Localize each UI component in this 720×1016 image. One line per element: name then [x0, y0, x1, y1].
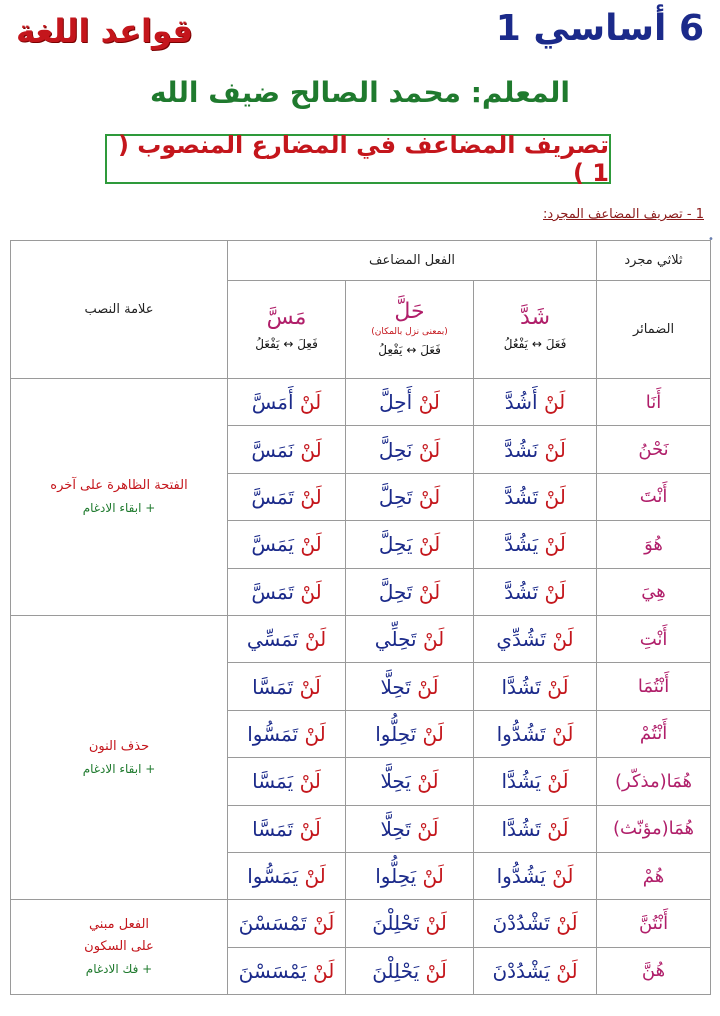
particle-lan: لَنْ — [313, 911, 335, 936]
particle-lan: لَنْ — [299, 674, 321, 699]
header-pronouns: الضمائر — [597, 281, 711, 379]
teacher-name: المعلم: محمد الصالح ضيف الله — [150, 76, 570, 109]
verb-form-cell — [228, 758, 346, 805]
particle-lan: لَنْ — [304, 627, 327, 652]
particle-lan: لَنْ — [418, 437, 441, 462]
mark-text: الفعل مبني على السكون — [84, 917, 154, 955]
pronoun-cell: هُوَ — [597, 521, 711, 568]
verb-form-cell — [228, 473, 346, 520]
verb-form: تَشُدِّي — [496, 627, 546, 652]
verb-head: شَدَّ — [520, 304, 551, 330]
verb-form: تَشُدَّ — [504, 484, 539, 509]
verb-form-cell — [346, 805, 474, 852]
verb-form: نَمَسَّ — [251, 437, 294, 462]
particle-lan: لَنْ — [552, 864, 574, 889]
verb-form-cell — [228, 710, 346, 757]
verb-form: تَحِلُّوا — [375, 721, 417, 746]
pronoun-cell: أَنْتِ — [597, 615, 711, 662]
verb-form: تَمَسَّ — [251, 579, 294, 604]
particle-lan: لَنْ — [313, 958, 335, 983]
verb-form: يَحِلُّوا — [375, 864, 417, 889]
verb-form-cell — [474, 852, 597, 899]
grade-title: 6 أساسي 1 — [495, 8, 704, 49]
verb-form-cell — [228, 521, 346, 568]
verb-form-cell — [228, 805, 346, 852]
verb-form: تَشُدَّا — [501, 816, 541, 841]
verb-form-cell — [346, 663, 474, 710]
particle-lan: لَنْ — [418, 579, 441, 604]
header-thulathi: ثلاثي مجرد — [597, 241, 711, 281]
verb-form-cell — [346, 473, 474, 520]
particle-lan: لَنْ — [417, 816, 439, 841]
mark-text: الفتحة الظاهرة على آخره — [50, 477, 188, 493]
verb-form: تَمْسَسْنَ — [238, 911, 307, 936]
pronoun-cell: أَنْتُمْ — [597, 710, 711, 757]
verb-form: نَحِلَّ — [378, 437, 413, 462]
verb-form: يَشُدَّا — [501, 769, 541, 794]
table-row — [11, 900, 711, 947]
verb-form-cell — [228, 426, 346, 473]
verb-form: تَشْدُدْنَ — [492, 911, 550, 936]
verb-form-cell — [474, 710, 597, 757]
particle-lan: لَنْ — [418, 532, 441, 557]
verb-form-cell — [474, 615, 597, 662]
verb-form-cell — [346, 758, 474, 805]
table-row — [11, 379, 711, 426]
verb-form: تَمَسَّ — [251, 484, 294, 509]
particle-lan: لَنْ — [417, 674, 439, 699]
particle-lan: لَنْ — [552, 721, 574, 746]
verb-form: يَشُدَّ — [504, 532, 539, 557]
particle-lan: لَنْ — [299, 769, 321, 794]
verb-form: تَمَسَّا — [252, 816, 294, 841]
verb-form-cell — [474, 568, 597, 615]
verb-form: يَشُدُّوا — [496, 864, 546, 889]
mark-cell — [11, 900, 228, 995]
verb-form: أَشُدَّ — [504, 390, 538, 415]
verb-form-cell — [228, 615, 346, 662]
particle-lan: لَنْ — [556, 911, 578, 936]
verb-form-cell — [346, 568, 474, 615]
table-row — [11, 615, 711, 662]
verb-head-cell — [346, 281, 474, 379]
particle-lan: لَنْ — [425, 911, 447, 936]
verb-form-cell — [346, 900, 474, 947]
particle-lan: لَنْ — [556, 958, 578, 983]
particle-lan: لَنْ — [417, 769, 439, 794]
pronoun-cell: هُمَا(مؤنّث) — [597, 805, 711, 852]
verb-form: يَحِلَّ — [378, 532, 413, 557]
verb-form: تَشُدَّ — [504, 579, 539, 604]
pronoun-cell: أَنْتَ — [597, 473, 711, 520]
verb-form: يَمَسَّا — [252, 769, 294, 794]
verb-head-cell — [228, 281, 346, 379]
mark-cell — [11, 615, 228, 899]
verb-form-cell — [474, 900, 597, 947]
header-verb-group: الفعل المضاعف — [228, 241, 597, 281]
particle-lan: لَنْ — [304, 721, 326, 746]
verb-form-cell — [474, 758, 597, 805]
particle-lan: لَنْ — [425, 958, 447, 983]
verb-form: تَحِلَّ — [378, 484, 413, 509]
verb-form-cell — [346, 379, 474, 426]
verb-form: يَحْلِلْنَ — [372, 958, 420, 983]
verb-form: أَمَسَّ — [251, 390, 294, 415]
verb-form: يَمْسَسْنَ — [238, 958, 307, 983]
verb-form: نَشُدَّ — [504, 437, 539, 462]
particle-lan: لَنْ — [304, 864, 326, 889]
verb-form: يَشْدُدْنَ — [492, 958, 550, 983]
particle-lan: لَنْ — [547, 769, 569, 794]
verb-form: تَمَسُّوا — [247, 721, 299, 746]
particle-lan: لَنْ — [299, 390, 322, 415]
verb-pattern: فَعَلَ ↔ يَفْعِلُ — [378, 342, 441, 357]
table-header-row — [11, 241, 711, 281]
verb-form-cell — [474, 379, 597, 426]
verb-form-cell — [346, 426, 474, 473]
verb-form: تَحِلِّي — [374, 627, 417, 652]
verb-form: يَمَسَّ — [251, 532, 294, 557]
verb-form-cell — [346, 710, 474, 757]
particle-lan: لَنْ — [300, 532, 322, 557]
particle-lan: لَنْ — [544, 484, 566, 509]
pronoun-cell: هُمَا(مذكّر) — [597, 758, 711, 805]
section-label: 1 - تصريف المضاعف المجرد: — [543, 207, 704, 222]
particle-lan: لَنْ — [300, 579, 322, 604]
verb-form-cell — [228, 379, 346, 426]
subject-title: قواعد اللغة — [16, 12, 193, 50]
mark-text: حذف النون — [88, 738, 150, 754]
particle-lan: لَنْ — [544, 532, 566, 557]
verb-form-cell — [474, 521, 597, 568]
mark-note: + ابقاء الادغام — [82, 761, 156, 776]
verb-form-cell — [474, 805, 597, 852]
verb-form: يَحِلَّا — [380, 769, 411, 794]
pronoun-cell: هُمْ — [597, 852, 711, 899]
verb-form-cell — [346, 852, 474, 899]
mark-note: + فك الادغام — [85, 962, 153, 977]
particle-lan: لَنْ — [543, 390, 566, 415]
verb-form: تَشُدَّا — [501, 674, 541, 699]
verb-form: يَمَسُّوا — [247, 864, 299, 889]
particle-lan: لَنْ — [547, 674, 569, 699]
particle-lan: لَنْ — [547, 816, 569, 841]
corner-mark: • — [708, 234, 714, 245]
particle-lan: لَنْ — [300, 437, 322, 462]
verb-pattern: فَعَلَ ↔ يَفْعُلُ — [503, 336, 567, 351]
verb-form: تَحِلَّ — [378, 579, 413, 604]
verb-form-cell — [474, 473, 597, 520]
verb-form: تَحْلِلْنَ — [372, 911, 420, 936]
verb-head-cell — [474, 281, 597, 379]
pronoun-cell: أَنَا — [597, 379, 711, 426]
verb-pattern: فَعِلَ ↔ يَفْعَلُ — [255, 336, 318, 351]
verb-form: تَحِلَّا — [380, 816, 411, 841]
verb-form-cell — [346, 521, 474, 568]
lesson-title — [105, 131, 611, 187]
mark-cell — [11, 379, 228, 616]
verb-form: تَشُدُّوا — [496, 721, 546, 746]
verb-head: مَسَّ — [266, 304, 307, 330]
pronoun-cell: أَنْتُمَا — [597, 663, 711, 710]
verb-form: أَحِلَّ — [379, 390, 413, 415]
verb-form-cell — [474, 426, 597, 473]
verb-form: تَمَسِّي — [246, 627, 299, 652]
verb-form-cell — [228, 947, 346, 994]
verb-form-cell — [474, 947, 597, 994]
particle-lan: لَنْ — [422, 627, 445, 652]
verb-form-cell — [228, 900, 346, 947]
conjugation-table — [10, 240, 711, 995]
pronoun-cell: هِيَ — [597, 568, 711, 615]
verb-form-cell — [228, 852, 346, 899]
particle-lan: لَنْ — [418, 390, 440, 415]
header-mark: علامة النصب — [11, 241, 228, 379]
particle-lan: لَنْ — [422, 721, 444, 746]
verb-form-cell — [228, 663, 346, 710]
particle-lan: لَنْ — [300, 484, 322, 509]
particle-lan: لَنْ — [544, 579, 566, 604]
particle-lan: لَنْ — [544, 437, 566, 462]
verb-head: حَلَّ — [394, 298, 425, 324]
verb-form-cell — [474, 663, 597, 710]
pronoun-cell: نَحْنُ — [597, 426, 711, 473]
verb-form-cell — [228, 568, 346, 615]
particle-lan: لَنْ — [552, 627, 574, 652]
particle-lan: لَنْ — [422, 864, 444, 889]
particle-lan: لَنْ — [418, 484, 441, 509]
verb-form: تَمَسَّا — [252, 674, 294, 699]
verb-form: تَحِلَّا — [380, 674, 411, 699]
verb-form-cell — [346, 615, 474, 662]
lesson-title-text: تصريف المضاعف في المضارع المنصوب ( 1 ) — [117, 131, 609, 187]
mark-note: + ابقاء الادغام — [82, 500, 156, 515]
verb-form-cell — [346, 947, 474, 994]
pronoun-cell: أَنْتُنَّ — [597, 900, 711, 947]
particle-lan: لَنْ — [299, 816, 321, 841]
pronoun-cell: هُنَّ — [597, 947, 711, 994]
verb-note: (بمعنى نزل بالمكان) — [371, 326, 448, 337]
